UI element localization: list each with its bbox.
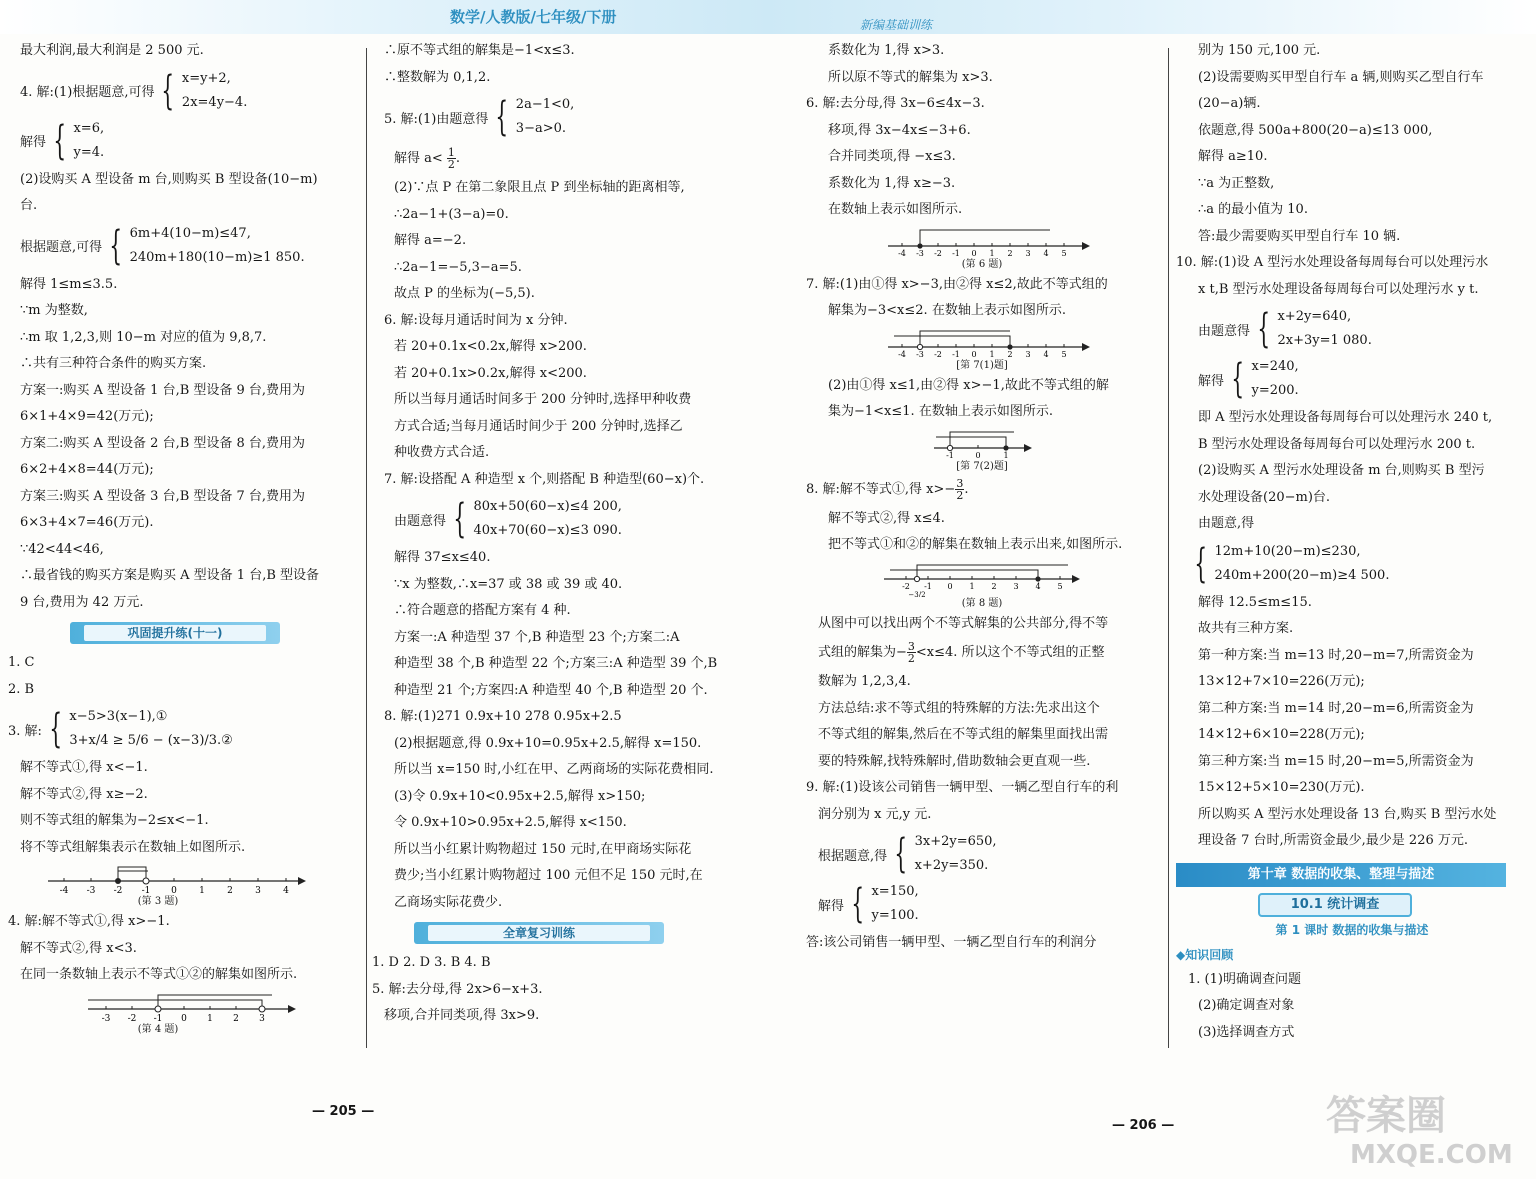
answer-line: 1. D 2. D 3. B 4. B [372,955,491,970]
tick-label: -1 [952,248,960,258]
numerator: 1 [447,146,455,159]
tick-label: 2 [233,1013,239,1023]
text-line: ∵m 为整数, [20,303,88,318]
equation: x=y+2, [181,70,231,86]
system-label: 5. 解:(1)由题意得 [384,111,489,127]
text-line: ∴整数解为 0,1,2. [384,69,491,85]
text-line: 即 A 型污水处理设备每周每台可以处理污水 240 t, [1198,410,1493,425]
closed-endpoint [1035,576,1040,581]
column-divider [366,48,367,1048]
tick-label: 2 [227,886,233,895]
header-title: 数学/人教版/七年级/下册 [450,8,617,26]
text-line: 解得 1≤m≤3.5. [20,276,118,292]
answer-line: 2. B [8,681,35,697]
open-endpoint [917,344,922,349]
tick-label: 5 [1061,248,1067,258]
marker-label: −3/2 [908,590,926,597]
equation: x=150, [871,884,919,899]
section-title: 10.1 统计调查 [1258,893,1412,917]
banner-label: 巩固提升练(十一) [84,625,266,641]
text-line: (3)选择调查方式 [1198,1024,1295,1040]
text-line: 集为−1<x≤1. 在数轴上表示如图所示. [828,404,1053,419]
text-line: 所以购买 A 型污水处理设备 13 台,购买 B 型污水处 [1198,806,1497,822]
tick-label: 4 [1035,581,1041,591]
tick-label: 4 [1043,349,1049,359]
text-line: 方案三:购买 A 型设备 3 台,B 型设备 7 台,费用为 [20,488,306,504]
text-line: 6×1+4×9=42(万元); [20,409,154,424]
column-2 [372,38,742,1030]
tick-label: 1 [969,581,975,591]
text-line: ∴m 取 1,2,3,则 10−m 对应的值为 9,8,7. [20,329,267,345]
solution-bracket [917,565,1068,579]
text-line: 从图中可以找出两个不等式解集的公共部分,得不等 [818,615,1109,631]
tick-label: -3 [916,248,924,258]
denominator: 2 [447,158,455,171]
text-line: x t,B 型污水处理设备每周每台可以处理污水 y t. [1198,281,1479,297]
inequality: 3−a>0. [515,121,567,136]
equation-system [8,67,363,115]
open-endpoint [947,445,952,450]
text-line: 种造型 38 个,B 种造型 22 个;方案三:A 种造型 39 个,B [394,656,718,671]
text-line: 6×3+4×7=46(万元). [20,515,154,530]
text-line: 方案二:购买 A 型设备 2 台,B 型设备 8 台,费用为 [20,435,306,451]
text-line: 解得 a≥10. [1198,149,1268,164]
text-line: 系数化为 1,得 x≥−3. [828,175,956,191]
tick-label: -4 [59,886,69,895]
page-number-left: — 205 — [312,1104,375,1119]
tick-label: 4 [1043,248,1049,258]
tick-label: -3 [916,349,924,359]
text-line: 1. (1)明确调查问题 [1188,971,1301,987]
method-summary: 不等式组的解集,然后在不等式组的解集里面找出需 [818,727,1109,742]
system-label: 由题意得 [1198,323,1251,339]
text-line: 13×12+7×10=226(万元); [1198,674,1365,689]
text-line: 10. 解:(1)设 A 型污水处理设备每周每台可以处理污水 [1176,255,1489,270]
text-line: (2)设购买 A 型污水处理设备 m 台,则购买 B 型污 [1198,463,1485,478]
column-1 [8,38,363,1037]
text-line: 解不等式②,得 x<3. [20,940,137,956]
number-line-fig3 [8,861,308,895]
equation: y=200. [1251,383,1299,398]
text-line: 则不等式组的解集为−2≤x<−1. [20,813,209,828]
tick-label: 3 [255,886,261,895]
tick-label: -1 [141,886,151,895]
text-line: 解不等式②,得 x≥−2. [20,786,148,802]
tick-label: 0 [975,450,981,460]
text-line: 乙商场实际花费少. [394,894,503,910]
solution-text: 解得 a< [394,151,443,166]
column-4 [1176,38,1528,1046]
solution-text: 式组的解集为− [818,645,907,660]
text-line: 5. 解:去分母,得 2x>6−x+3. [372,981,543,997]
tick-label: -1 [952,349,960,359]
text-line: 合并同类项,得 −x≤3. [828,149,956,164]
banner-label: 全章复习训练 [428,925,650,941]
text-line: 4. 解:解不等式①,得 x>−1. [8,914,170,929]
system-label: 解得 [818,898,845,914]
method-summary: 要的特殊解,找特殊解时,借助数轴会更直观一些. [818,753,1091,769]
text-line: ∵42<44<46, [20,541,104,557]
brace: { [495,94,509,140]
tick-label: 3 [1013,581,1019,591]
section-banner [414,922,664,944]
text-line: 若 20+0.1x<0.2x,解得 x>200. [394,339,587,354]
text-line: ∴符合题意的搭配方案有 4 种. [394,603,571,618]
text-line: 所以原不等式的解集为 x>3. [828,69,993,85]
brace: { [453,496,467,542]
figure-caption: (第 3 题) [137,896,179,907]
text-line: 由题意,得 [1198,516,1255,531]
text-line: ∴共有三种符合条件的购买方案. [20,356,207,371]
solution-bracket [894,336,1010,347]
text-line: ∴2a−1+(3−a)=0. [394,206,509,222]
text-line: 6. 解:去分母,得 3x−6≤4x−3. [806,96,985,111]
solution-bracket [920,331,1010,347]
brace: { [894,831,908,877]
inequality-system [372,93,742,141]
system-label: 解得 [1198,373,1225,389]
text-line: B 型污水处理设备每周每台可以处理污水 200 t. [1198,436,1476,452]
denominator: 2 [907,652,915,665]
brace: { [851,881,865,927]
text-line: 答:该公司销售一辆甲型、一辆乙型自行车的利润分 [806,935,1097,950]
number-line-fig8 [806,559,1158,597]
text-line: ∴a 的最小值为 10. [1198,202,1308,217]
text-line: 若 20+0.1x>0.2x,解得 x<200. [394,365,587,381]
tick-label: 2 [991,581,997,591]
lesson-title: 第 1 课时 数据的收集与描述 [1275,922,1429,937]
tick-label: -4 [898,248,906,258]
inequality: 240m+200(20−m)≥4 500. [1214,567,1390,583]
system-label: 由题意得 [394,513,447,529]
tick-label: -1 [946,450,954,460]
numerator: 3 [907,640,915,653]
equation: x+2y=640, [1277,309,1352,324]
solution-system [1176,355,1528,403]
equation: y=100. [871,908,919,923]
page-header [0,0,1536,34]
brace: { [109,222,123,269]
text-line: (2)设购买 A 型设备 m 台,则购买 B 型设备(10−m) [20,171,318,187]
tick-label: 2 [1007,349,1013,359]
tick-label: 5 [1057,581,1063,591]
page-number-right: — 206 — [1112,1118,1175,1133]
inequality: 2a−1<0, [515,97,575,112]
solution-text: 8. 解:解不等式①,得 x>− [806,481,956,497]
text-line: (20−a)辆. [1198,96,1261,111]
inequality-system [372,495,742,543]
text-line: 润分别为 x 元,y 元. [818,806,932,822]
text-line: (2)∵点 P 在第二象限且点 P 到坐标轴的距离相等, [394,180,685,195]
column-divider [1168,48,1169,1048]
text-line: 8. 解:(1)271 0.9x+10 278 0.95x+2.5 [384,709,622,724]
text-line: 故共有三种方案. [1198,621,1294,636]
text-line: 答:最少需要购买甲型自行车 10 辆. [1198,228,1401,244]
text-line: 方案一:购买 A 型设备 1 台,B 型设备 9 台,费用为 [20,382,306,398]
solution-text: <x≤4. 所以这个不等式组的正整 [915,645,1105,660]
text-line: 数解为 1,2,3,4. [818,674,911,689]
text-line: 把不等式①和②的解集在数轴上表示出来,如图所示. [828,537,1123,552]
inequality-system [8,705,363,753]
tick-label: -2 [902,581,910,591]
tick-label: -3 [101,1013,111,1023]
text-line: 第一种方案:当 m=13 时,20−m=7,所需资金为 [1198,647,1474,663]
tick-label: -2 [934,349,942,359]
text-line: (2)确定调查对象 [1198,998,1295,1013]
tick-label: -2 [113,886,123,895]
text-line: 9 台,费用为 42 万元. [20,594,144,610]
solution-bracket [920,230,1050,246]
open-endpoint [143,878,149,884]
open-endpoint [259,1006,265,1012]
section-banner [70,622,280,644]
text-line: 故点 P 的坐标为(−5,5). [394,286,535,301]
equation: x=240, [1251,359,1299,374]
text-line: 令 0.9x+10>0.95x+2.5,解得 x<150. [394,815,627,830]
text-line: 6×2+4×8=44(万元); [20,462,154,477]
tick-label: 1 [989,248,995,258]
text-line: 台. [20,198,38,213]
text-line: 别为 150 元,100 元. [1198,43,1321,58]
numerator: 3 [956,476,964,490]
inequality: x−5>3(x−1),① [69,709,168,724]
text-line: 最大利润,最大利润是 2 500 元. [20,43,204,58]
text-line: 水处理设备(20−m)台. [1198,489,1331,505]
figure-caption: (第 6 题) [961,258,1003,270]
text-line: ∴2a−1=−5,3−a=5. [394,259,522,275]
equation: x=6, [73,120,105,136]
brace: { [1194,540,1208,587]
tick-label: 1 [199,886,205,895]
text-line: 解得 a=−2. [394,233,467,248]
tick-label: 0 [971,248,977,258]
text-line: 种收费方式合适. [394,445,490,460]
text-line: 7. 解:设搭配 A 种造型 x 个,则搭配 B 种造型(60−x)个. [384,471,705,487]
text-line: ∵x 为整数,∴x=37 或 38 或 39 或 40. [394,576,623,592]
equation: 2x+3y=1 080. [1277,333,1372,348]
open-endpoint [914,576,919,581]
text-line: 解不等式②,得 x≤4. [828,510,945,526]
inequality: 12m+10(20−m)≤230, [1214,543,1361,559]
text-line: ∵a 为正整数, [1198,175,1275,191]
text-line: 所以当小红累计购物超过 150 元时,在甲商场实际花 [394,841,692,857]
tick-label: 3 [1025,248,1031,258]
tick-label: 0 [171,886,177,895]
figure-caption: (第 4 题) [137,1023,179,1035]
column-3 [806,38,1158,957]
text-line: 在同一条数轴上表示不等式①②的解集如图所示. [20,967,298,982]
equation-system [1176,305,1528,353]
brace: { [53,117,67,164]
knowledge-review-heading: ◆知识回顾 [1176,947,1234,962]
answer-line: 1. C [8,655,35,670]
text-line: (3)令 0.9x+10<0.95x+2.5,解得 x>150; [394,788,646,804]
system-label: 4. 解:(1)根据题意,可得 [20,85,155,100]
text-line: 解集为−3<x≤2. 在数轴上表示如图所示. [828,303,1066,318]
closed-endpoint [1007,344,1012,349]
watermark-url: MXQE.COM [1350,1140,1513,1170]
text-line: (2)根据题意,得 0.9x+10=0.95x+2.5,解得 x=150. [394,735,702,751]
watermark-logo: 答案圈 [1326,1093,1446,1139]
equation: 240m+180(10−m)≥1 850. [129,249,305,265]
solution-bracket [950,432,1014,448]
system-label: 根据题意,得 [818,848,888,864]
tick-label: 1 [989,349,995,359]
tick-label: 0 [971,349,977,359]
equation: 2x=4y−4. [181,94,248,110]
tick-label: -4 [898,349,906,359]
tick-label: -1 [153,1013,163,1023]
system-label: 解得 [20,135,47,150]
text-line: 第三种方案:当 m=15 时,20−m=5,所需资金为 [1198,753,1474,769]
figure-caption: [第 7(1)题] [956,359,1008,371]
text-line: 移项,得 3x−4x≤−3+6. [828,122,971,138]
tick-label: -2 [934,248,942,258]
tick-label: 4 [283,886,289,895]
tick-label: 3 [259,1013,265,1023]
text-line: 将不等式组解集表示在数轴上如图所示. [20,839,246,855]
text-line: 种造型 21 个;方案四:A 种造型 40 个,B 种造型 20 个. [394,682,708,698]
brace: { [161,67,175,114]
number-line-fig6 [806,224,1158,258]
tick-label: 3 [1025,349,1031,359]
equation: y=4. [73,144,105,160]
closed-endpoint [917,243,922,248]
tick-label: 0 [181,1013,187,1023]
text-line: 解得 12.5≤m≤15. [1198,594,1312,610]
text-line: 第二种方案:当 m=14 时,20−m=6,所需资金为 [1198,700,1474,716]
text-line: 依题意,得 500a+800(20−a)≤13 000, [1198,122,1433,138]
tick-label: 5 [1061,349,1067,359]
text-line: 解得 37≤x≤40. [394,550,491,565]
denominator: 2 [956,488,964,502]
inequality: 3+x/4 ≥ 5/6 − (x−3)/3.② [69,733,233,748]
solution-bracket [936,437,1006,448]
tick-label: 2 [1007,248,1013,258]
text-line: 在数轴上表示如图所示. [828,202,963,217]
text-line: 8. 解:解不等式①,得 x>− $\frac{3}{2}$ . [806,476,969,502]
closed-endpoint [115,878,121,884]
figure-caption: [第 7(2)题] [956,460,1008,472]
text-line: 15×12+5×10=230(万元). [1198,780,1365,795]
tick-label: -3 [86,886,96,895]
open-endpoint [155,1006,161,1012]
chapter-banner: 第十章 数据的收集、整理与描述 [1176,863,1506,887]
equation-system [806,830,1158,878]
text-line: 14×12+6×10=228(万元); [1198,727,1365,742]
inequality: 80x+50(60−x)≤4 200, [473,499,622,514]
text-line: 解不等式①,得 x<−1. [20,760,148,775]
system-label: 根据题意,可得 [20,240,103,255]
figure-caption: (第 8 题) [961,597,1003,609]
text-line: ∴最省钱的购买方案是购买 A 型设备 1 台,B 型设备 [20,568,320,583]
solution-bracket [158,995,272,1009]
number-line-fig7-1 [806,325,1158,359]
inequality: 40x+70(60−x)≤3 090. [473,523,622,538]
fraction [447,147,456,170]
text-line [806,637,1158,669]
number-line-fig7-2 [806,426,1158,460]
tick-label: -2 [127,1013,137,1023]
text-line: 移项,合并同类项,得 3x>9. [384,1008,540,1023]
closed-endpoint [1003,445,1008,450]
text-line: ∴原不等式组的解集是−1<x≤3. [384,43,575,58]
fraction [907,641,916,664]
system-label: 3. 解: [8,723,42,739]
fraction [955,478,964,501]
solution-system [8,117,363,165]
text-line: 理设备 7 台时,所需资金最少,最少是 226 万元. [1198,833,1469,848]
text-line: (2)设需要购买甲型自行车 a 辆,则购买乙型自行车 [1198,69,1484,85]
tick-label: 1 [207,1013,213,1023]
solution-bracket [118,867,146,881]
method-summary: 方法总结:求不等式组的特殊解的方法:先求出这个 [818,700,1100,716]
header-series: 新编基础训练 [860,18,933,32]
brace: { [1257,306,1271,352]
tick-label: 0 [947,581,953,591]
text-line: 所以当 x=150 时,小红在甲、乙两商场的实际花费相同. [394,762,714,777]
tick-label: -1 [924,581,932,591]
equation-system [8,222,363,270]
inequality-system [1176,540,1528,588]
equation: 3x+2y=650, [914,834,997,849]
equation: x+2y=350. [914,858,989,873]
tick-label: 1 [1003,450,1009,460]
text-line: 9. 解:(1)设该公司销售一辆甲型、一辆乙型自行车的利 [806,780,1119,795]
brace: { [1231,356,1245,402]
text-line: 方式合适;当每月通话时间少于 200 分钟时,选择乙 [394,418,683,434]
text-line: 6. 解:设每月通话时间为 x 分钟. [384,312,568,328]
text-line: 解得 a< $\frac{1}{2}$ . [394,146,461,171]
brace: { [49,706,63,752]
number-line-fig4 [8,989,308,1023]
text-line: 所以当每月通话时间多于 200 分钟时,选择甲种收费 [394,392,692,407]
text-line: 方案一:A 种造型 37 个,B 种造型 23 个;方案二:A [394,629,680,645]
solution-system [806,880,1158,928]
text-line: 费少;当小红累计购物超过 100 元但不足 150 元时,在 [394,868,703,883]
text-line: (2)由①得 x≤1,由②得 x>−1,故此不等式组的解 [828,377,1109,393]
text-line: 7. 解:(1)由①得 x>−3,由②得 x≤2,故此不等式组的 [806,276,1108,292]
text-line: 系数化为 1,得 x>3. [828,43,945,58]
equation: 6m+4(10−m)≤47, [129,225,251,241]
